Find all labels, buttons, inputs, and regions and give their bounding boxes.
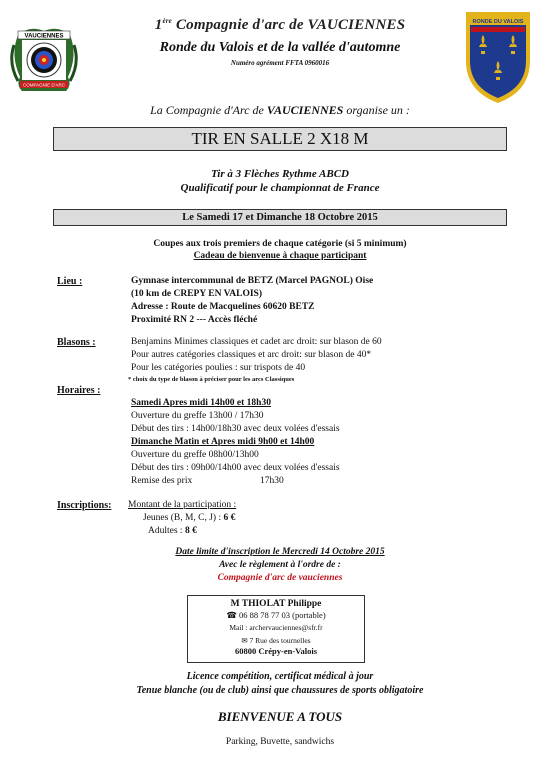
adult-price: 8 € bbox=[184, 526, 197, 536]
lieu-line-2: (10 km de CREPY EN VALOIS) bbox=[131, 289, 262, 299]
intro-club: VAUCIENNES bbox=[266, 103, 344, 117]
event-title: TIR EN SALLE 2 X18 M bbox=[53, 127, 507, 151]
licence-line: Licence compétition, certificat médical à jour bbox=[186, 671, 374, 682]
lieu-line-1: Gymnase intercommunal de BETZ (Marcel PAGNOL) Oise bbox=[131, 276, 374, 286]
blasons-line-1: Benjamins Minimes classiques et cadet arc droit: sur blason de 60 bbox=[131, 337, 382, 347]
contact-city: 60800 Crépy-en-Valois bbox=[234, 646, 318, 656]
blasons-line-2: Pour autres catégories classiques et arc droit: sur blason de 40* bbox=[131, 350, 372, 360]
event-format: Tir à 3 Flèches Rythme ABCD bbox=[210, 168, 349, 180]
sunday-title: Dimanche Matin et Apres midi 9h00 et 14h00 bbox=[131, 437, 315, 447]
club-title-sup: ère bbox=[162, 17, 172, 25]
contact-box bbox=[187, 595, 365, 663]
gift-note: Cadeau de bienvenue à chaque participant bbox=[193, 251, 367, 261]
event-dates: Le Samedi 17 et Dimanche 18 Octobre 2015 bbox=[53, 209, 507, 226]
contact-phone: ☎ 06 88 78 77 03 (portable) bbox=[226, 610, 326, 620]
club-title bbox=[110, 17, 450, 34]
welcome-line: BIENVENUE A TOUS bbox=[217, 709, 343, 724]
agreement-number: Numéro agrément FFTA 0960016 bbox=[230, 59, 330, 67]
inscriptions-label: Inscriptions: bbox=[57, 500, 112, 511]
contact-street: ✉ 7 Rue des tournelles bbox=[241, 636, 311, 645]
dress-line: Tenue blanche (ou de club) ainsi que chaussures de sports obligatoire bbox=[136, 685, 424, 696]
saturday-line-1: Ouverture du greffe 13h00 / 17h30 bbox=[131, 411, 264, 421]
blasons-line-3: Pour les catégories poulies : sur trispots de 40 bbox=[131, 363, 306, 373]
shield-logo bbox=[463, 9, 533, 105]
club-title-number: 1 bbox=[154, 17, 163, 33]
intro-after: organise un : bbox=[343, 103, 410, 117]
club-subtitle: Ronde du Valois et de la vallée d'automne bbox=[159, 40, 401, 55]
club-title-rest: Compagnie d'arc de VAUCIENNES bbox=[175, 17, 406, 33]
prize-label: Remise des prix bbox=[131, 476, 193, 486]
horaires-label: Horaires : bbox=[57, 385, 101, 396]
lieu-label: Lieu : bbox=[57, 276, 83, 287]
left-logo-top-text: VAUCIENNES bbox=[24, 33, 64, 40]
event-qualification: Qualificatif pour le championnat de France bbox=[180, 182, 380, 194]
young-price: 6 € bbox=[223, 513, 236, 523]
shield-text: RONDE DU VALOIS bbox=[472, 19, 524, 25]
blasons-label: Blasons : bbox=[57, 337, 96, 348]
lieu-line-4: Proximité RN 2 --- Accès fléché bbox=[131, 315, 258, 325]
services-line: Parking, Buvette, sandwichs bbox=[225, 737, 335, 747]
intro-line bbox=[110, 103, 450, 118]
young-price-line bbox=[143, 513, 235, 523]
saturday-line-2: Début des tirs : 14h00/18h30 avec deux volées d'essais bbox=[131, 424, 340, 434]
prize-time: 17h30 bbox=[260, 476, 284, 486]
cups-note: Coupes aux trois premiers de chaque catégorie (si 5 minimum) bbox=[153, 239, 407, 249]
young-label: Jeunes (B, M, C, J) : bbox=[143, 513, 224, 523]
intro-before: La Compagnie d'Arc de bbox=[150, 103, 267, 117]
payment-line: Avec le règlement à l'ordre de : bbox=[219, 560, 341, 570]
lieu-line-3: Adresse : Route de Macquelines 60620 BETZ bbox=[131, 302, 315, 312]
payee-line: Compagnie d'arc de vauciennes bbox=[217, 573, 343, 583]
contact-name: M THIOLAT Philippe bbox=[230, 599, 322, 609]
blasons-note: * choix du type de blason à préciser pour les arcs Classiques bbox=[128, 376, 295, 383]
left-logo-bottom-text: COMPAGNIE D'ARC bbox=[22, 82, 66, 88]
deadline-line: Date limite d'inscription le Mercredi 14 Octobre 2015 bbox=[175, 547, 385, 557]
adult-label: Adultes : bbox=[148, 526, 185, 536]
saturday-title: Samedi Apres midi 14h00 et 18h30 bbox=[131, 398, 271, 408]
contact-mail: Mail : archervauciennes@sfr.fr bbox=[229, 623, 323, 632]
sunday-line-1: Ouverture du greffe 08h00/13h00 bbox=[131, 450, 259, 460]
amount-label: Montant de la participation : bbox=[128, 500, 237, 510]
club-logo bbox=[8, 15, 80, 101]
sunday-line-2: Début des tirs : 09h00/14h00 avec deux volées d'essais bbox=[131, 463, 340, 473]
adult-price-line bbox=[148, 526, 197, 536]
